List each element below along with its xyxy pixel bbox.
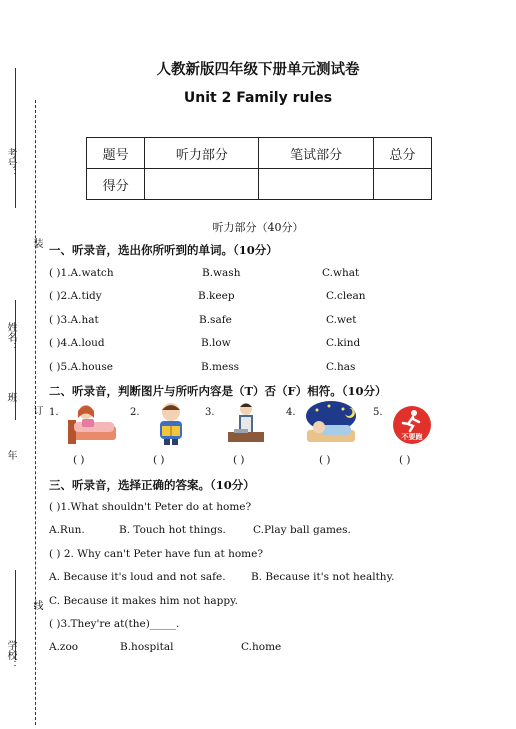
no-running-sign-icon (392, 405, 432, 445)
s3-q2-option-a: A. Because it's loud and not safe. (49, 571, 226, 583)
s1-item-5-c: C.has (326, 361, 356, 373)
picture-4-number: 4. (286, 407, 296, 418)
picture-1-answer-blank[interactable]: ( ) (73, 454, 85, 466)
s3-question-3: ( )3.They're at(the)_____. (49, 618, 180, 630)
section3-heading: 三、听录音，选择正确的答案。（10分） (49, 478, 255, 492)
s1-item-1-b: B.wash (202, 267, 241, 279)
s1-item-4-c: C.kind (326, 337, 361, 349)
score-table-row (87, 169, 432, 200)
sidebar-rule-2 (15, 300, 16, 420)
picture-5-answer-blank[interactable]: ( ) (399, 454, 411, 466)
s1-item-3-b: B.safe (199, 314, 232, 326)
s3-q3-option-a: A.zoo (49, 641, 79, 653)
exam-title: 人教新版四年级下册单元测试卷 (156, 61, 360, 78)
score-header-cell: 题号 (87, 138, 145, 169)
sidebar-rule-1 (15, 68, 16, 208)
score-header-cell: 笔试部分 (259, 138, 373, 169)
score-table-header-row (87, 138, 432, 169)
score-cell[interactable] (145, 169, 259, 200)
score-table (86, 137, 432, 200)
sidebar-zhuang-mark: 装 (31, 238, 42, 248)
listening-part-heading: 听力部分（40分） (212, 221, 304, 234)
s3-q1-option-c: C.Play ball games. (253, 524, 351, 536)
s1-item-2-c: C.clean (326, 290, 366, 302)
s3-q3-option-c: C.home (241, 641, 282, 653)
sidebar-kaohao-label: 考号： (5, 148, 16, 178)
s1-item-5-b: B.mess (201, 361, 240, 373)
picture-2-answer-blank[interactable]: ( ) (153, 454, 165, 466)
boy-reading-icon (153, 400, 189, 446)
sidebar-ding-mark: 订 (31, 405, 42, 415)
sleeping-child-icon (305, 400, 357, 446)
s3-q3-option-b: B.hospital (120, 641, 174, 653)
sidebar-xingming-label: 姓名： (5, 322, 16, 352)
s1-item-4-b: B.low (201, 337, 231, 349)
girl-in-bed-icon (66, 400, 118, 446)
no-running-sign-text: 不要跑 (401, 433, 423, 441)
section2-heading: 二、听录音，判断图片与所听内容是（T）否（F）相符。（10分） (49, 384, 387, 398)
score-cell[interactable] (373, 169, 431, 200)
s3-q2-option-c: C. Because it makes him not happy. (49, 595, 238, 607)
score-header-cell: 听力部分 (145, 138, 259, 169)
s1-item-2-b: B.keep (198, 290, 235, 302)
s1-item-3-stem: ( )3.A.hat (49, 314, 99, 326)
s1-item-1-c: C.what (322, 267, 360, 279)
s3-question-1: ( )1.What shouldn't Peter do at home? (49, 501, 252, 513)
score-cell[interactable] (259, 169, 373, 200)
s3-q1-option-b: B. Touch hot things. (119, 524, 226, 536)
picture-4-answer-blank[interactable]: ( ) (319, 454, 331, 466)
sidebar-xian-mark: 线 (31, 600, 42, 610)
sidebar-xuexiao-label: 学校： (5, 640, 16, 670)
sidebar-nian-label: 年 (5, 450, 16, 460)
picture-3-answer-blank[interactable]: ( ) (233, 454, 245, 466)
s3-question-2: ( ) 2. Why can't Peter have fun at home? (49, 548, 263, 560)
section1-heading: 一、听录音，选出你所听到的单词。（10分） (49, 243, 278, 257)
picture-1-number: 1. (49, 407, 59, 418)
unit-subtitle: Unit 2 Family rules (183, 90, 333, 106)
s3-q2-option-b: B. Because it's not healthy. (251, 571, 395, 583)
picture-5-number: 5. (373, 407, 383, 418)
s1-item-1-stem: ( )1.A.watch (49, 267, 114, 279)
s1-item-4-stem: ( )4.A.loud (49, 337, 105, 349)
man-cooking-icon (226, 400, 266, 446)
score-header-cell: 总分 (373, 138, 431, 169)
picture-2-number: 2. (130, 407, 140, 418)
score-row-label: 得分 (87, 169, 145, 200)
s1-item-3-c: C.wet (326, 314, 357, 326)
s3-q1-option-a: A.Run. (49, 524, 85, 536)
picture-3-number: 3. (205, 407, 215, 418)
sidebar-ban-label: 班 (5, 392, 16, 402)
s1-item-5-stem: ( )5.A.house (49, 361, 113, 373)
s1-item-2-stem: ( )2.A.tidy (49, 290, 102, 302)
